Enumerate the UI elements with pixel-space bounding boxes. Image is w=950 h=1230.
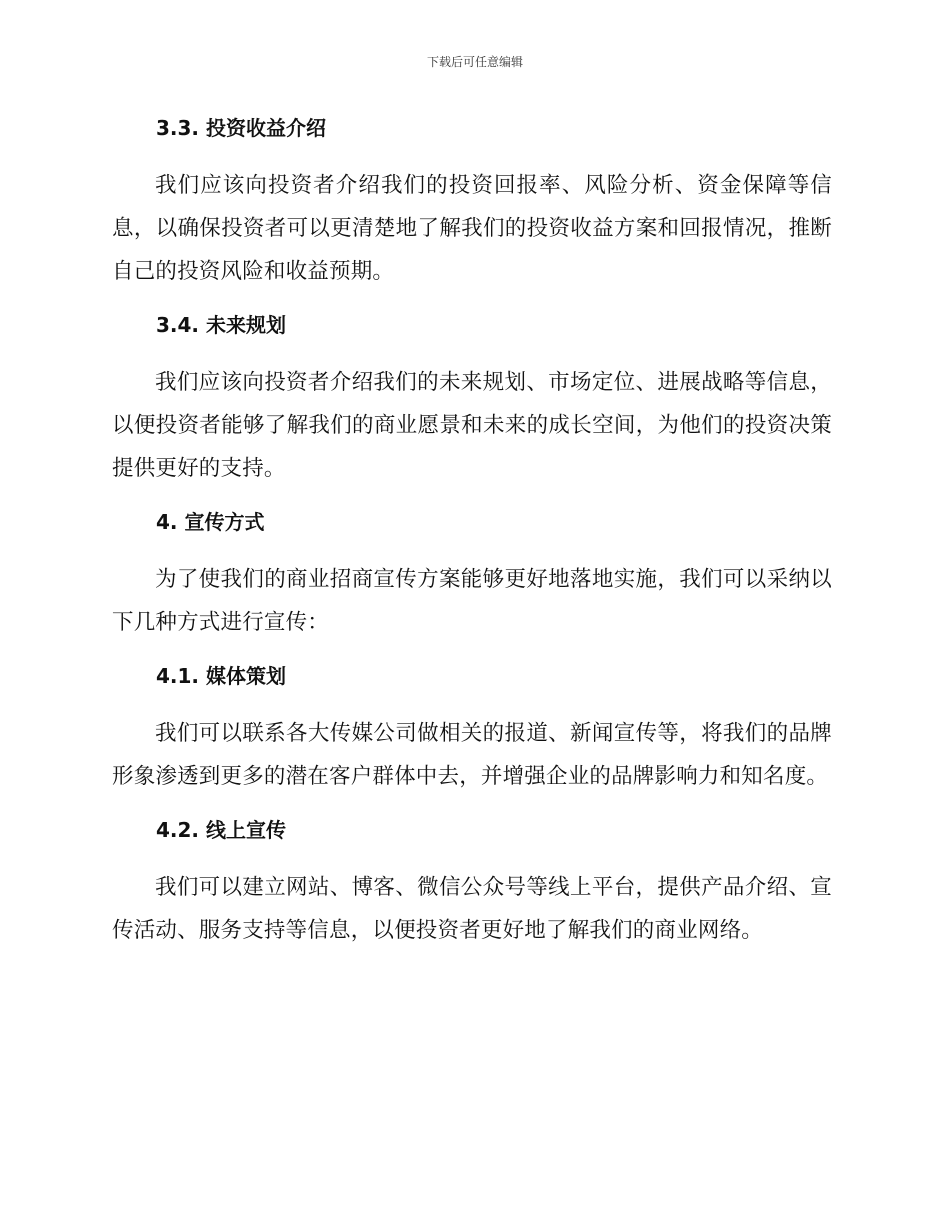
section-paragraph: 我们应该向投资者介绍我们的未来规划、市场定位、进展战略等信息，以便投资者能够了解我们的商业愿景和未来的成长空间，为他们的投资决策提供更好的支持。: [112, 370, 832, 481]
section-3-4: [112, 307, 832, 504]
section-heading: 4.1. 媒体策划: [156, 664, 286, 688]
section-4-1: [112, 658, 832, 812]
section-paragraph: 我们可以建立网站、博客、微信公众号等线上平台，提供产品介绍、宣传活动、服务支持等信息，以便投资者更好地了解我们的商业网络。: [112, 875, 832, 943]
section-paragraph: 我们可以联系各大传媒公司做相关的报道、新闻宣传等，将我们的品牌形象渗透到更多的潜在客户群体中去，并增强企业的品牌影响力和知名度。: [112, 721, 832, 789]
document-body: [112, 110, 832, 952]
section-4: [112, 504, 832, 658]
section-heading: 3.4. 未来规划: [156, 313, 286, 337]
section-3-3: [112, 110, 832, 307]
section-4-2: [112, 812, 832, 952]
section-paragraph: 我们应该向投资者介绍我们的投资回报率、风险分析、资金保障等信息，以确保投资者可以更清楚地了解我们的投资收益方案和回报情况，推断自己的投资风险和收益预期。: [112, 173, 832, 284]
page-header: 下载后可任意编辑: [426, 55, 523, 69]
section-heading: 4.2. 线上宣传: [156, 818, 286, 842]
section-heading: 3.3. 投资收益介绍: [156, 116, 326, 140]
section-paragraph: 为了使我们的商业招商宣传方案能够更好地落地实施，我们可以采纳以下几种方式进行宣传：: [112, 567, 832, 635]
section-heading: 4. 宣传方式: [156, 510, 265, 534]
